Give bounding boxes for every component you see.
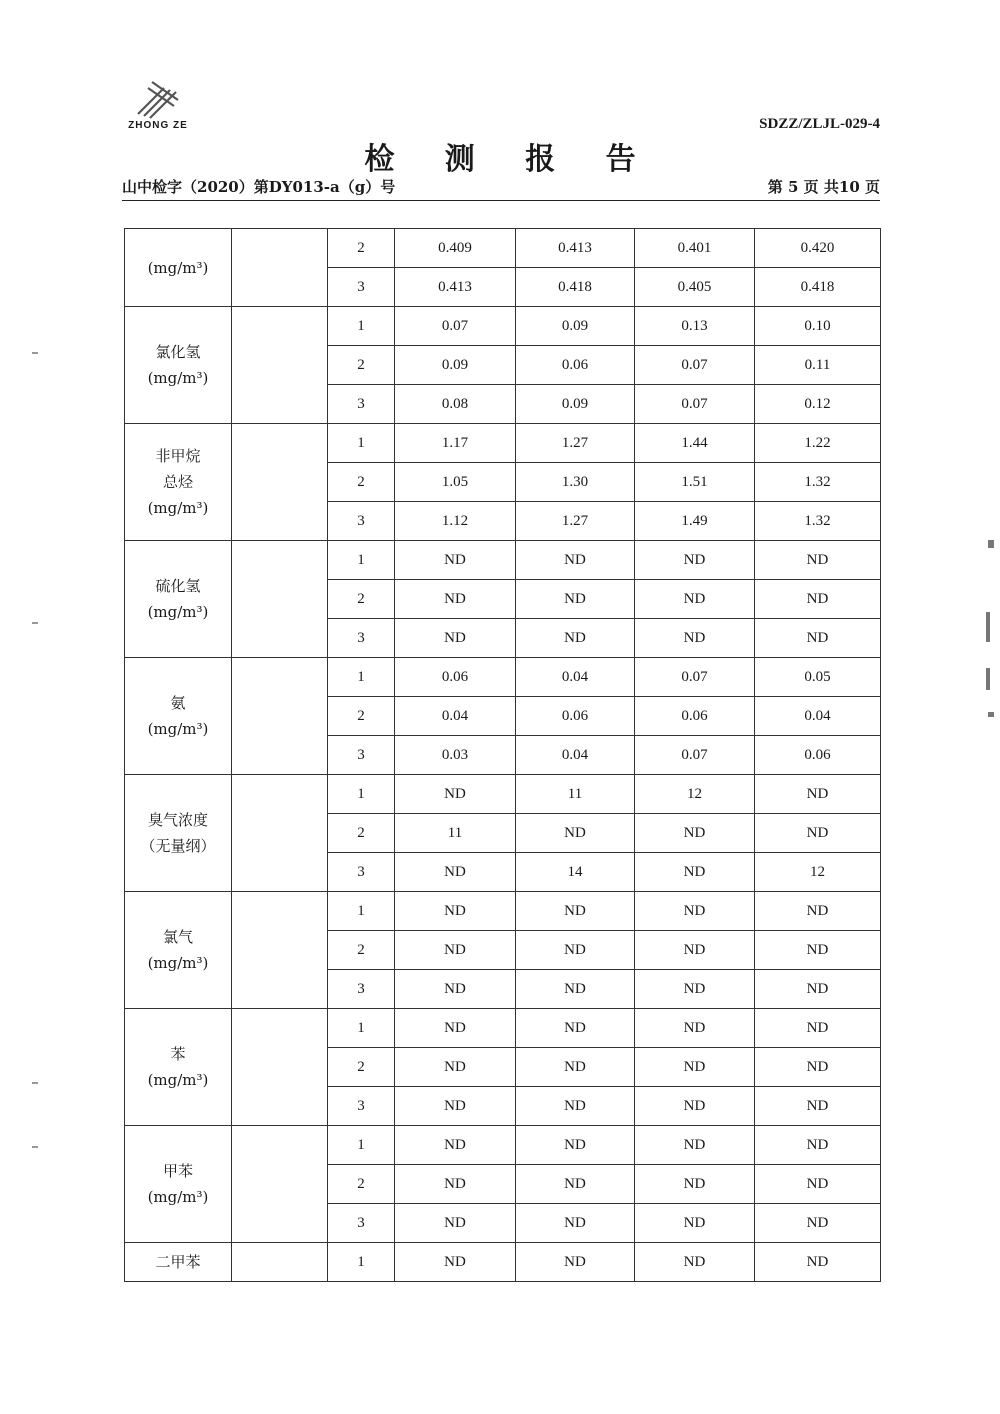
sample-index-cell: 1 xyxy=(328,892,395,931)
value-cell: 1.05 xyxy=(395,463,516,502)
value-cell: ND xyxy=(395,580,516,619)
value-cell: ND xyxy=(755,931,881,970)
item-name-line: 氯化氢 xyxy=(155,343,201,361)
value-cell: ND xyxy=(516,619,635,658)
value-cell: 0.418 xyxy=(755,268,881,307)
table-row xyxy=(125,892,881,931)
table-row xyxy=(125,424,881,463)
item-name-cell xyxy=(125,229,232,307)
value-cell: ND xyxy=(755,1243,881,1282)
sample-index-cell: 3 xyxy=(328,619,395,658)
value-cell: ND xyxy=(635,541,755,580)
value-cell: 0.07 xyxy=(395,307,516,346)
report-number: 山中检字（2020）第DY013-a（g）号 xyxy=(122,178,396,196)
sample-index-cell: 2 xyxy=(328,346,395,385)
blank-cell xyxy=(232,1126,328,1243)
item-name-cell xyxy=(125,892,232,1009)
value-cell: ND xyxy=(635,1087,755,1126)
value-cell: ND xyxy=(755,1009,881,1048)
item-name-line: (mg/m³) xyxy=(147,499,209,517)
item-name-line: 臭气浓度 xyxy=(147,811,208,829)
value-cell: 0.09 xyxy=(516,385,635,424)
value-cell: ND xyxy=(635,619,755,658)
value-cell: ND xyxy=(755,1165,881,1204)
table-row xyxy=(125,541,881,580)
item-name-cell xyxy=(125,658,232,775)
sample-index-cell: 1 xyxy=(328,541,395,580)
value-cell: ND xyxy=(395,1165,516,1204)
value-cell: ND xyxy=(755,970,881,1009)
value-cell: 0.06 xyxy=(516,697,635,736)
value-cell: 0.413 xyxy=(516,229,635,268)
sample-index-cell: 3 xyxy=(328,1204,395,1243)
value-cell: ND xyxy=(395,619,516,658)
value-cell: ND xyxy=(755,1087,881,1126)
value-cell: 0.405 xyxy=(635,268,755,307)
sample-index-cell: 2 xyxy=(328,580,395,619)
sample-index-cell: 2 xyxy=(328,229,395,268)
blank-cell xyxy=(232,892,328,1009)
item-name-line: (mg/m³) xyxy=(147,954,209,972)
item-name-line: 氯气 xyxy=(162,928,193,946)
value-cell: 0.401 xyxy=(635,229,755,268)
value-cell: ND xyxy=(395,892,516,931)
item-name-line: 硫化氢 xyxy=(155,577,201,595)
sample-index-cell: 2 xyxy=(328,1048,395,1087)
value-cell: 14 xyxy=(516,853,635,892)
item-name-line: 苯 xyxy=(170,1045,186,1063)
sample-index-cell: 3 xyxy=(328,1087,395,1126)
value-cell: 0.04 xyxy=(395,697,516,736)
value-cell: ND xyxy=(635,1243,755,1282)
value-cell: 0.03 xyxy=(395,736,516,775)
item-name-cell xyxy=(125,1243,232,1282)
company-logo xyxy=(118,76,198,136)
value-cell: ND xyxy=(755,1126,881,1165)
item-name-cell xyxy=(125,1126,232,1243)
value-cell: ND xyxy=(516,1204,635,1243)
value-cell: ND xyxy=(516,1009,635,1048)
value-cell: ND xyxy=(635,580,755,619)
sample-index-cell: 1 xyxy=(328,1009,395,1048)
binding-mark xyxy=(988,712,994,717)
results-table-body xyxy=(125,229,881,1282)
value-cell: ND xyxy=(516,814,635,853)
value-cell: ND xyxy=(516,1048,635,1087)
value-cell: ND xyxy=(635,1204,755,1243)
value-cell: ND xyxy=(635,970,755,1009)
value-cell: ND xyxy=(516,1126,635,1165)
sample-index-cell: 3 xyxy=(328,268,395,307)
item-name-line: （无量纲） xyxy=(140,837,216,855)
value-cell: 1.27 xyxy=(516,502,635,541)
item-name-line: 氨 xyxy=(170,694,186,712)
sample-index-cell: 1 xyxy=(328,658,395,697)
value-cell: ND xyxy=(395,1126,516,1165)
value-cell: 1.44 xyxy=(635,424,755,463)
item-name-line: 非甲烷 xyxy=(155,447,201,465)
value-cell: ND xyxy=(516,1243,635,1282)
logo-mark-icon xyxy=(130,76,186,120)
value-cell: 12 xyxy=(635,775,755,814)
item-name-cell xyxy=(125,307,232,424)
table-row xyxy=(125,229,881,268)
sample-index-cell: 1 xyxy=(328,424,395,463)
value-cell: ND xyxy=(635,1165,755,1204)
page-info: 第 5 页 共10 页 xyxy=(767,178,880,196)
table-row xyxy=(125,1009,881,1048)
value-cell: 11 xyxy=(516,775,635,814)
value-cell: 0.07 xyxy=(635,346,755,385)
scan-mark xyxy=(32,622,38,624)
value-cell: ND xyxy=(516,1165,635,1204)
value-cell: 1.12 xyxy=(395,502,516,541)
value-cell: ND xyxy=(755,814,881,853)
value-cell: ND xyxy=(755,619,881,658)
value-cell: ND xyxy=(755,1048,881,1087)
value-cell: 1.49 xyxy=(635,502,755,541)
value-cell: ND xyxy=(395,1087,516,1126)
report-subheader xyxy=(122,176,880,201)
sample-index-cell: 2 xyxy=(328,697,395,736)
value-cell: ND xyxy=(395,1048,516,1087)
value-cell: 1.51 xyxy=(635,463,755,502)
sample-index-cell: 2 xyxy=(328,931,395,970)
item-name-line: (mg/m³) xyxy=(147,720,209,738)
value-cell: 0.06 xyxy=(635,697,755,736)
item-name-line: (mg/m³) xyxy=(147,1188,209,1206)
value-cell: 0.07 xyxy=(635,736,755,775)
blank-cell xyxy=(232,307,328,424)
value-cell: ND xyxy=(395,853,516,892)
table-row xyxy=(125,775,881,814)
value-cell: 0.11 xyxy=(755,346,881,385)
value-cell: 0.409 xyxy=(395,229,516,268)
value-cell: 0.413 xyxy=(395,268,516,307)
value-cell: ND xyxy=(635,853,755,892)
item-name-cell xyxy=(125,775,232,892)
value-cell: 1.27 xyxy=(516,424,635,463)
sample-index-cell: 3 xyxy=(328,502,395,541)
item-name-cell xyxy=(125,424,232,541)
value-cell: ND xyxy=(516,892,635,931)
table-row xyxy=(125,307,881,346)
table-row xyxy=(125,1126,881,1165)
value-cell: 0.04 xyxy=(516,736,635,775)
value-cell: 0.09 xyxy=(516,307,635,346)
item-name-line: 二甲苯 xyxy=(155,1253,201,1271)
value-cell: ND xyxy=(635,892,755,931)
value-cell: 1.22 xyxy=(755,424,881,463)
value-cell: ND xyxy=(516,970,635,1009)
item-name-line: 总烃 xyxy=(162,473,193,491)
value-cell: ND xyxy=(635,814,755,853)
value-cell: 0.06 xyxy=(516,346,635,385)
blank-cell xyxy=(232,229,328,307)
sample-index-cell: 2 xyxy=(328,1165,395,1204)
value-cell: ND xyxy=(516,1087,635,1126)
value-cell: ND xyxy=(755,1204,881,1243)
value-cell: 1.30 xyxy=(516,463,635,502)
sample-index-cell: 1 xyxy=(328,1243,395,1282)
value-cell: 0.08 xyxy=(395,385,516,424)
value-cell: ND xyxy=(635,1126,755,1165)
sample-index-cell: 1 xyxy=(328,307,395,346)
value-cell: 0.10 xyxy=(755,307,881,346)
blank-cell xyxy=(232,541,328,658)
value-cell: 0.09 xyxy=(395,346,516,385)
value-cell: 0.06 xyxy=(755,736,881,775)
value-cell: 1.32 xyxy=(755,463,881,502)
table-row xyxy=(125,1243,881,1282)
item-name-line: (mg/m³) xyxy=(147,258,209,277)
blank-cell xyxy=(232,775,328,892)
value-cell: ND xyxy=(395,541,516,580)
value-cell: 0.418 xyxy=(516,268,635,307)
value-cell: ND xyxy=(395,1009,516,1048)
value-cell: 0.05 xyxy=(755,658,881,697)
results-table xyxy=(124,228,881,1282)
value-cell: 12 xyxy=(755,853,881,892)
binding-mark xyxy=(986,612,990,642)
item-name-line: 甲苯 xyxy=(162,1162,193,1180)
value-cell: ND xyxy=(635,1009,755,1048)
value-cell: 0.12 xyxy=(755,385,881,424)
value-cell: 0.06 xyxy=(395,658,516,697)
value-cell: 0.04 xyxy=(516,658,635,697)
blank-cell xyxy=(232,1243,328,1282)
table-row xyxy=(125,658,881,697)
value-cell: ND xyxy=(516,931,635,970)
item-name-line: (mg/m³) xyxy=(147,369,209,387)
value-cell: 0.07 xyxy=(635,385,755,424)
item-name-cell xyxy=(125,541,232,658)
sample-index-cell: 2 xyxy=(328,814,395,853)
sample-index-cell: 3 xyxy=(328,853,395,892)
scan-mark xyxy=(32,1082,38,1084)
value-cell: ND xyxy=(755,775,881,814)
value-cell: 1.17 xyxy=(395,424,516,463)
value-cell: ND xyxy=(755,580,881,619)
item-name-cell xyxy=(125,1009,232,1126)
item-name-line: (mg/m³) xyxy=(147,603,209,621)
logo-text: ZHONG ZE xyxy=(128,120,188,131)
value-cell: ND xyxy=(395,931,516,970)
sample-index-cell: 1 xyxy=(328,775,395,814)
value-cell: 11 xyxy=(395,814,516,853)
binding-mark xyxy=(988,540,994,548)
value-cell: ND xyxy=(516,541,635,580)
value-cell: 0.13 xyxy=(635,307,755,346)
sample-index-cell: 1 xyxy=(328,1126,395,1165)
value-cell: ND xyxy=(635,1048,755,1087)
value-cell: 0.04 xyxy=(755,697,881,736)
sample-index-cell: 2 xyxy=(328,463,395,502)
value-cell: ND xyxy=(395,970,516,1009)
value-cell: ND xyxy=(395,775,516,814)
value-cell: ND xyxy=(395,1204,516,1243)
value-cell: ND xyxy=(395,1243,516,1282)
scan-mark xyxy=(32,1146,38,1148)
blank-cell xyxy=(232,424,328,541)
blank-cell xyxy=(232,1009,328,1126)
sample-index-cell: 3 xyxy=(328,736,395,775)
item-name-line: (mg/m³) xyxy=(147,1071,209,1089)
binding-mark xyxy=(986,668,990,690)
page-title: 检 测 报 告 xyxy=(364,142,656,177)
value-cell: ND xyxy=(516,580,635,619)
document-code: SDZZ/ZLJL-029-4 xyxy=(759,116,880,132)
blank-cell xyxy=(232,658,328,775)
sample-index-cell: 3 xyxy=(328,385,395,424)
value-cell: 1.32 xyxy=(755,502,881,541)
value-cell: ND xyxy=(755,892,881,931)
value-cell: ND xyxy=(755,541,881,580)
scan-mark xyxy=(32,352,38,354)
value-cell: ND xyxy=(635,931,755,970)
value-cell: 0.420 xyxy=(755,229,881,268)
value-cell: 0.07 xyxy=(635,658,755,697)
sample-index-cell: 3 xyxy=(328,970,395,1009)
